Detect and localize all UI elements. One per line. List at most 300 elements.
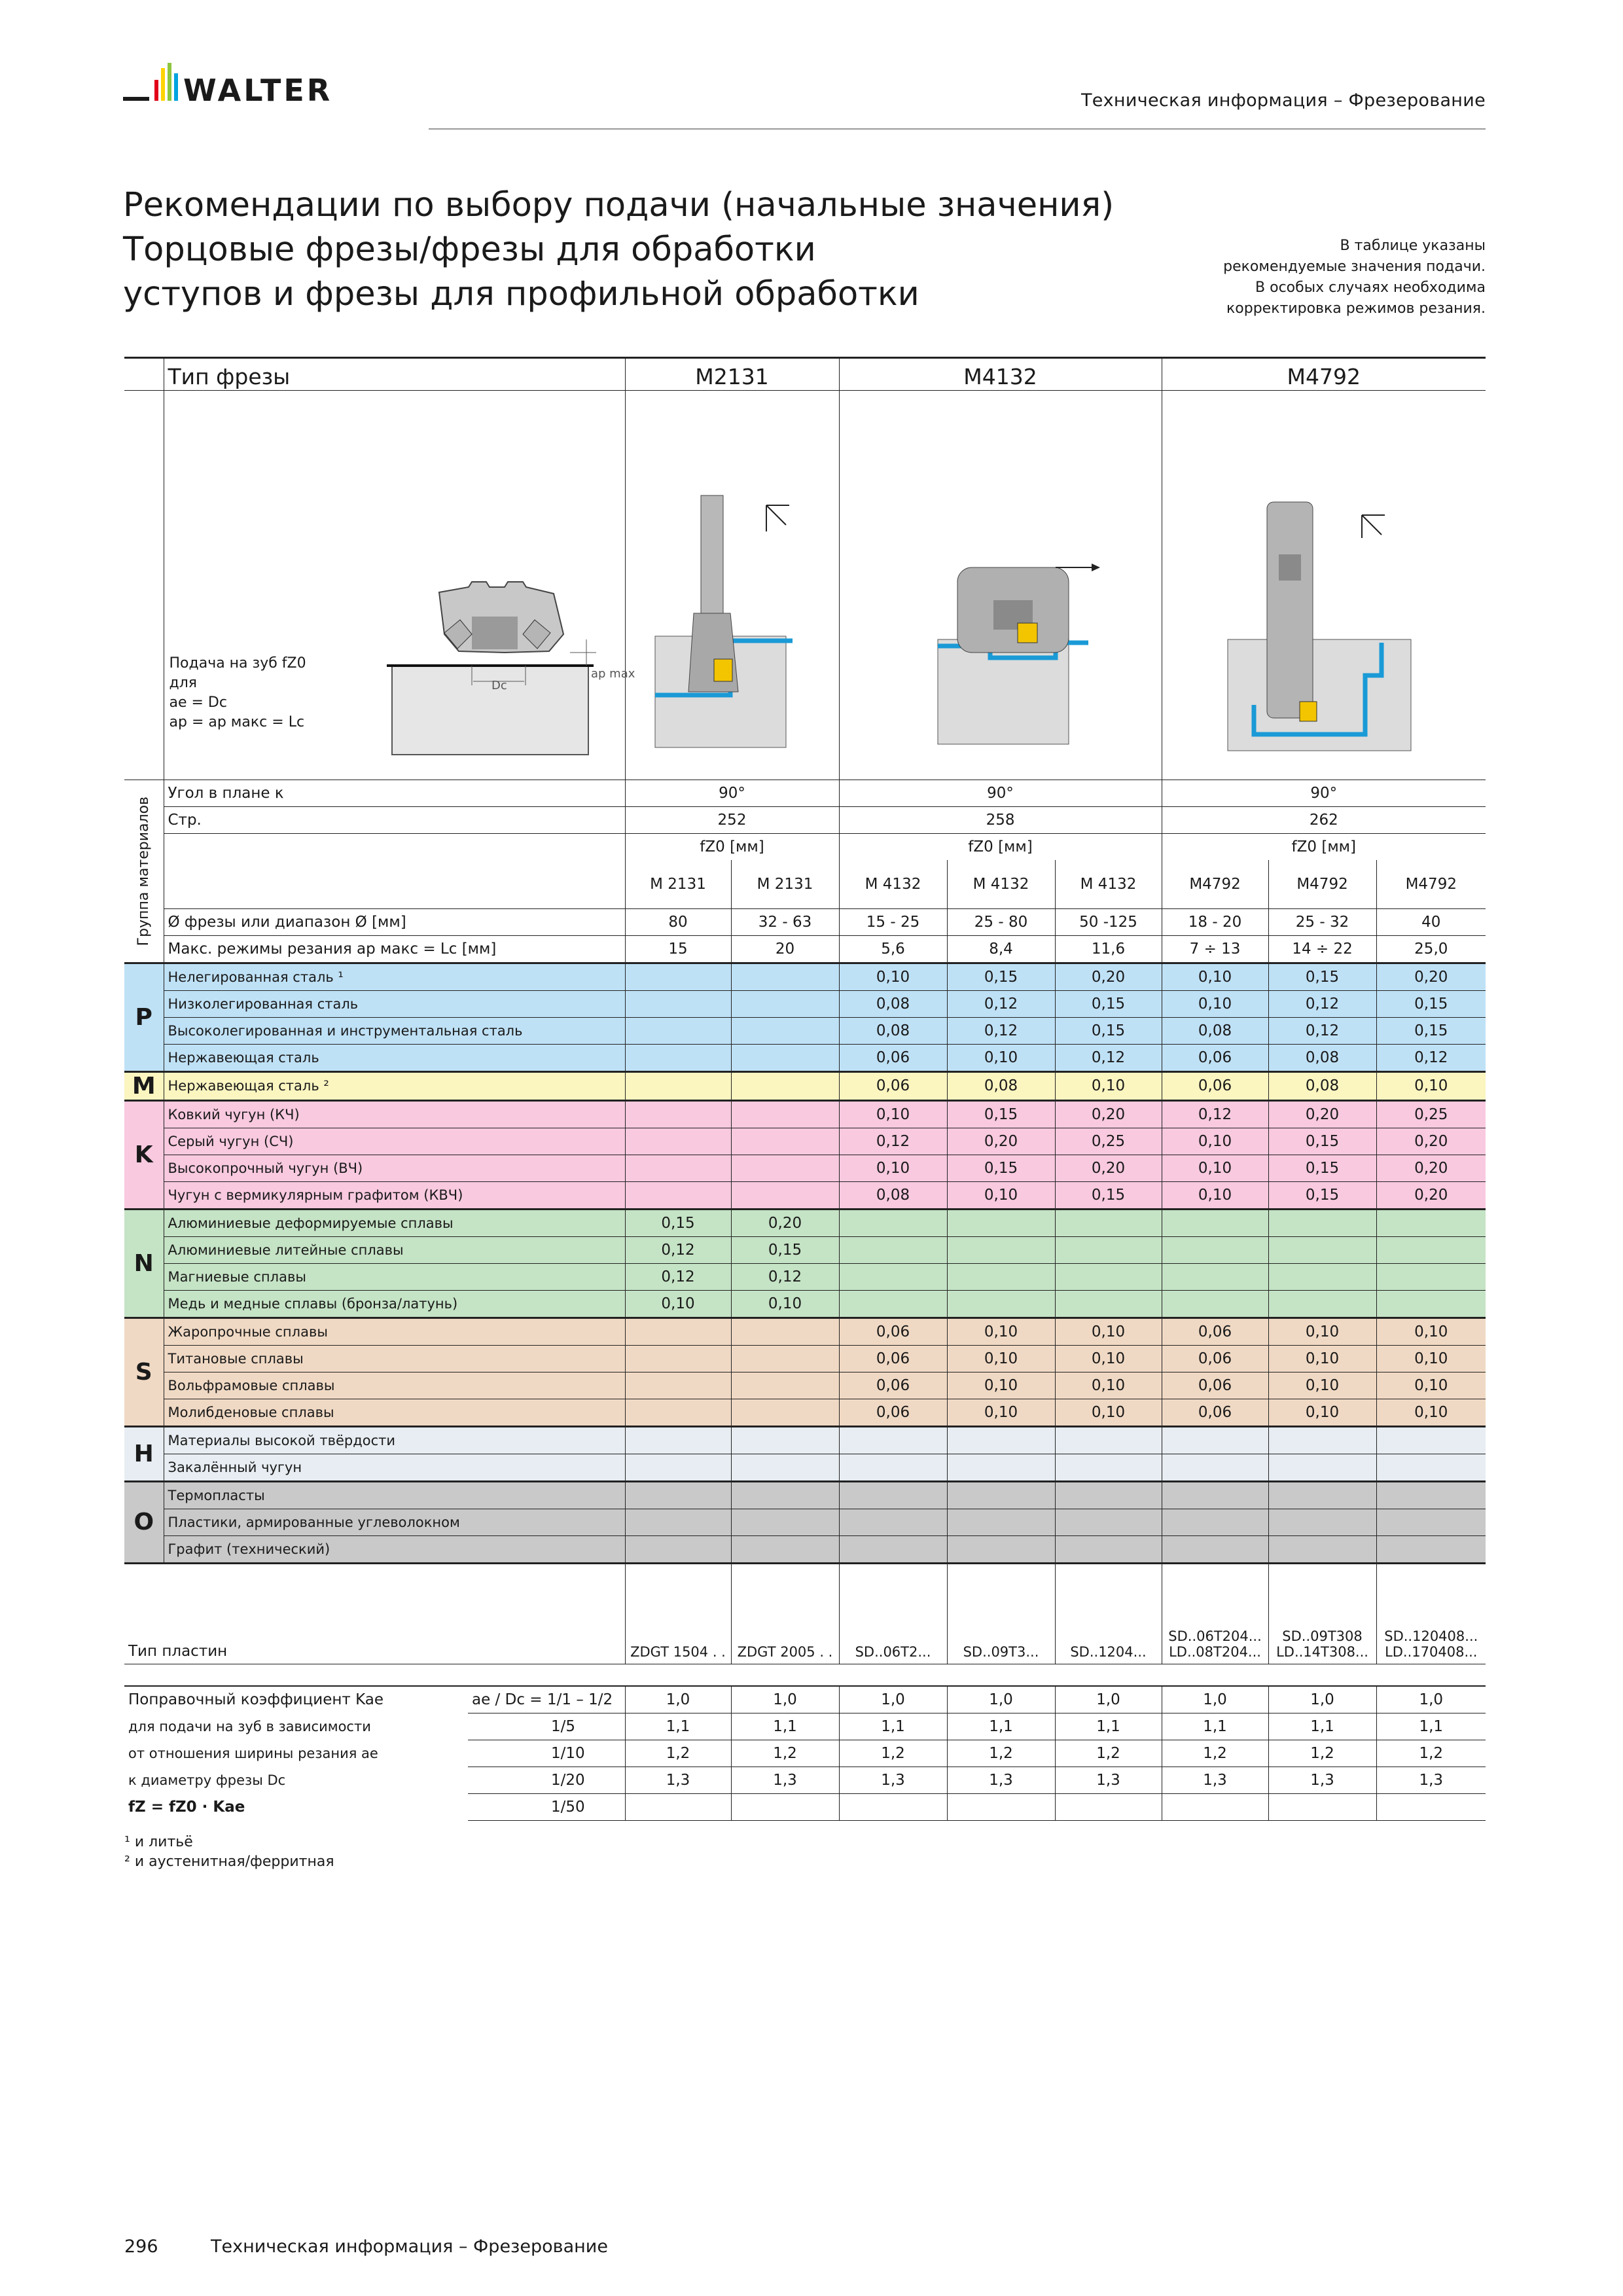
- feed-value: [1162, 1481, 1268, 1509]
- cutter-type-label: Тип фрезы: [164, 358, 625, 391]
- insert-code: SD..120408...: [1384, 1628, 1478, 1644]
- feed-value: 0,10: [1376, 1318, 1486, 1345]
- m4792-illustration-cell: [1162, 391, 1486, 780]
- feed-value: [947, 1509, 1055, 1535]
- correction-value: 1,3: [839, 1767, 947, 1794]
- feed-value: [1162, 1509, 1268, 1535]
- material-name: Высоколегированная и инструментальная сталь: [164, 1017, 625, 1044]
- feed-value: 0,12: [839, 1128, 947, 1155]
- feed-value: [731, 1535, 839, 1563]
- material-name: Высокопрочный чугун (ВЧ): [164, 1155, 625, 1181]
- correction-value: 1,2: [839, 1740, 947, 1767]
- feed-value: 0,06: [1162, 1071, 1268, 1100]
- feed-value: [1376, 1236, 1486, 1263]
- material-name: Молибденовые сплавы: [164, 1399, 625, 1426]
- ratio-value: 1/20: [468, 1767, 625, 1794]
- max-cut-value: 11,6: [1055, 935, 1162, 963]
- page-number: 296: [124, 2236, 158, 2257]
- feed-value: [625, 963, 731, 990]
- m4132-illustration-cell: [839, 391, 1162, 780]
- m4132-illustration: [840, 391, 1162, 776]
- correction-value: [1162, 1794, 1268, 1821]
- subcol-header: M 2131: [625, 860, 731, 908]
- feed-value: [625, 1044, 731, 1071]
- insert-type: [1268, 1563, 1376, 1664]
- feed-value: [625, 990, 731, 1017]
- feed-value: [731, 1481, 839, 1509]
- correction-value: 1,0: [947, 1686, 1055, 1713]
- feed-value: [731, 1017, 839, 1044]
- feed-value: [625, 1318, 731, 1345]
- feed-value: [625, 1181, 731, 1209]
- feed-value: [947, 1290, 1055, 1318]
- feed-value: 0,20: [1055, 963, 1162, 990]
- max-cut-value: 5,6: [839, 935, 947, 963]
- feed-value: [1268, 1236, 1376, 1263]
- correction-value: 1,0: [1055, 1686, 1162, 1713]
- max-cut-value: 15: [625, 935, 731, 963]
- feed-value: 0,20: [947, 1128, 1055, 1155]
- feed-value: 0,10: [947, 1345, 1055, 1372]
- material-name: Титановые сплавы: [164, 1345, 625, 1372]
- feed-value: 0,06: [839, 1399, 947, 1426]
- insert-code: LD..08T204...: [1169, 1643, 1261, 1660]
- feed-value: [1376, 1509, 1486, 1535]
- feed-value: [625, 1372, 731, 1399]
- material-name: Закалённый чугун: [164, 1454, 625, 1481]
- fz-header-m4792: fZ0 [мм]: [1162, 834, 1486, 861]
- feed-value: 0,15: [625, 1209, 731, 1236]
- feed-value: 0,06: [839, 1345, 947, 1372]
- material-name: Жаропрочные сплавы: [164, 1318, 625, 1345]
- feed-value: [731, 1128, 839, 1155]
- angle-m4792: 90°: [1162, 780, 1486, 807]
- correction-value: 1,0: [839, 1686, 947, 1713]
- material-row: [124, 1509, 1486, 1535]
- feed-value: [1376, 1209, 1486, 1236]
- feed-value: 0,12: [1162, 1100, 1268, 1128]
- feed-value: [1055, 1236, 1162, 1263]
- feed-value: [947, 1535, 1055, 1563]
- material-row: [124, 1426, 1486, 1454]
- feed-value: 0,15: [1055, 1017, 1162, 1044]
- fz-header-m4132: fZ0 [мм]: [839, 834, 1162, 861]
- correction-value: 1,2: [1376, 1740, 1486, 1767]
- correction-value: 1,0: [731, 1686, 839, 1713]
- feed-value: 0,20: [1268, 1100, 1376, 1128]
- feed-value: 0,15: [947, 1155, 1055, 1181]
- subcol-header: M 2131: [731, 860, 839, 908]
- feed-value: [1268, 1263, 1376, 1290]
- footnotes: ¹ и литьё ² и аустенитная/ферритная: [124, 1834, 334, 1870]
- correction-table: [124, 1685, 1486, 1821]
- feed-value: 0,20: [1055, 1100, 1162, 1128]
- correction-value: 1,3: [1268, 1767, 1376, 1794]
- feed-value: [1376, 1426, 1486, 1454]
- feed-value: 0,10: [1376, 1071, 1486, 1100]
- feed-value: [839, 1535, 947, 1563]
- feed-value: [731, 1100, 839, 1128]
- feed-value: [1376, 1535, 1486, 1563]
- feed-value: 0,15: [947, 1100, 1055, 1128]
- feed-value: [1055, 1263, 1162, 1290]
- feed-value: 0,20: [1376, 963, 1486, 990]
- material-name: Нержавеющая сталь ²: [164, 1071, 625, 1100]
- correction-value: 1,3: [1162, 1767, 1268, 1794]
- correction-row: [124, 1713, 1486, 1740]
- diameter-value: 80: [625, 908, 731, 935]
- feed-value: 0,10: [1055, 1399, 1162, 1426]
- feed-value: 0,10: [1055, 1071, 1162, 1100]
- feed-value: 0,12: [625, 1236, 731, 1263]
- header-title: Техническая информация – Фрезерование: [1080, 90, 1486, 111]
- insert-code: SD..06T204...: [1168, 1628, 1262, 1644]
- feed-value: [625, 1017, 731, 1044]
- feed-value: 0,06: [839, 1044, 947, 1071]
- material-row: [124, 1181, 1486, 1209]
- feed-value: [1376, 1290, 1486, 1318]
- feed-value: 0,15: [731, 1236, 839, 1263]
- feed-value: [1268, 1209, 1376, 1236]
- insert-code: SD..06T2...: [855, 1643, 931, 1660]
- ratio-prefix: ae / Dc =: [472, 1691, 543, 1708]
- diameter-value: 25 - 80: [947, 908, 1055, 935]
- correction-desc: от отношения ширины резания ae: [128, 1746, 378, 1761]
- feed-value: [625, 1399, 731, 1426]
- feed-value: [839, 1236, 947, 1263]
- feed-table: [124, 357, 1486, 1664]
- feed-value: 0,25: [1055, 1128, 1162, 1155]
- schematic-cell: [164, 391, 635, 780]
- feed-value: 0,08: [1162, 1017, 1268, 1044]
- feed-value: [839, 1263, 947, 1290]
- correction-desc: fZ = fZ0 · Kae: [128, 1799, 245, 1816]
- correction-value: 1,2: [1162, 1740, 1268, 1767]
- feed-value: 0,12: [1268, 1017, 1376, 1044]
- feed-value: 0,10: [947, 1399, 1055, 1426]
- correction-desc: для подачи на зуб в зависимости: [128, 1719, 371, 1734]
- feed-value: 0,20: [1376, 1128, 1486, 1155]
- material-row: [124, 1209, 1486, 1236]
- correction-row: [124, 1794, 1486, 1821]
- material-name: Нержавеющая сталь: [164, 1044, 625, 1071]
- insert-type: [1376, 1563, 1486, 1664]
- material-group-letter: S: [124, 1318, 164, 1426]
- material-row: [124, 963, 1486, 990]
- feed-value: [947, 1426, 1055, 1454]
- feed-value: 0,12: [947, 1017, 1055, 1044]
- correction-value: 1,1: [1055, 1713, 1162, 1740]
- material-group-letter: P: [124, 963, 164, 1071]
- material-row: [124, 990, 1486, 1017]
- feed-value: [1055, 1535, 1162, 1563]
- feed-value: [625, 1100, 731, 1128]
- feed-value: [839, 1481, 947, 1509]
- feed-value: [1268, 1454, 1376, 1481]
- correction-value: [625, 1794, 731, 1821]
- insert-type-label: Тип пластин: [124, 1563, 625, 1664]
- feed-value: [1162, 1426, 1268, 1454]
- insert-type: [625, 1563, 731, 1664]
- feed-value: 0,10: [1055, 1318, 1162, 1345]
- subcol-header: M4792: [1376, 860, 1486, 908]
- feed-value: [1055, 1290, 1162, 1318]
- feed-value: 0,15: [1268, 1181, 1376, 1209]
- ratio-value: 1/50: [468, 1794, 625, 1821]
- m2131-illustration-cell: [625, 391, 839, 780]
- diameter-value: 40: [1376, 908, 1486, 935]
- correction-value: 1,0: [625, 1686, 731, 1713]
- feed-value: 0,10: [1055, 1345, 1162, 1372]
- feed-value: 0,12: [1268, 990, 1376, 1017]
- feed-value: 0,10: [1162, 990, 1268, 1017]
- feed-value: 0,10: [1162, 1128, 1268, 1155]
- subcol-header: M 4132: [947, 860, 1055, 908]
- header-rule: [429, 128, 1486, 130]
- feed-value: [1162, 1535, 1268, 1563]
- feed-value: [731, 1426, 839, 1454]
- feed-value: 0,10: [947, 1372, 1055, 1399]
- feed-value: [947, 1481, 1055, 1509]
- material-name: Алюминиевые деформируемые сплавы: [164, 1209, 625, 1236]
- feed-value: [1376, 1481, 1486, 1509]
- material-group-letter: K: [124, 1100, 164, 1209]
- correction-value: 1,3: [625, 1767, 731, 1794]
- feed-value: 0,08: [1268, 1044, 1376, 1071]
- material-name: Алюминиевые литейные сплавы: [164, 1236, 625, 1263]
- feed-value: [1268, 1509, 1376, 1535]
- feed-value: 0,06: [1162, 1318, 1268, 1345]
- feed-value: 0,08: [1268, 1071, 1376, 1100]
- page-m2131: 252: [625, 807, 839, 834]
- model-m4792: M4792: [1162, 358, 1486, 391]
- insert-code: LD..14T308...: [1276, 1643, 1368, 1660]
- feed-value: 0,12: [625, 1263, 731, 1290]
- correction-value: [1055, 1794, 1162, 1821]
- correction-row: [124, 1686, 1486, 1713]
- feed-value: 0,12: [947, 990, 1055, 1017]
- dc-dimension: Dc: [491, 679, 507, 692]
- feed-value: 0,10: [947, 1181, 1055, 1209]
- feed-value: 0,20: [1055, 1155, 1162, 1181]
- feed-value: [839, 1426, 947, 1454]
- material-name: Медь и медные сплавы (бронза/латунь): [164, 1290, 625, 1318]
- feed-value: [1268, 1290, 1376, 1318]
- material-row: [124, 1100, 1486, 1128]
- m2131-illustration: [626, 391, 840, 776]
- ratio-value: 1/5: [468, 1713, 625, 1740]
- correction-value: 1,1: [839, 1713, 947, 1740]
- subcol-header: M 4132: [839, 860, 947, 908]
- feed-value: 0,15: [1268, 1155, 1376, 1181]
- feed-value: 0,10: [1268, 1372, 1376, 1399]
- material-name: Серый чугун (СЧ): [164, 1128, 625, 1155]
- material-row: [124, 1017, 1486, 1044]
- material-row: [124, 1044, 1486, 1071]
- material-row: [124, 1345, 1486, 1372]
- feed-value: [1162, 1454, 1268, 1481]
- feed-value: [1376, 1263, 1486, 1290]
- feed-value: [1268, 1426, 1376, 1454]
- material-group-letter: N: [124, 1209, 164, 1318]
- correction-value: 1,1: [1376, 1713, 1486, 1740]
- insert-type: [1055, 1563, 1162, 1664]
- brand-name: WALTER: [183, 73, 333, 108]
- feed-value: [731, 1318, 839, 1345]
- feed-value: 0,06: [1162, 1372, 1268, 1399]
- material-name: Ковкий чугун (КЧ): [164, 1100, 625, 1128]
- material-group-axis: Группа материалов: [124, 780, 164, 963]
- material-group-letter: M: [124, 1071, 164, 1100]
- feed-value: [839, 1454, 947, 1481]
- feed-value: 0,06: [1162, 1044, 1268, 1071]
- material-row: [124, 1454, 1486, 1481]
- max-cut-value: 14 ÷ 22: [1268, 935, 1376, 963]
- max-cut-value: 20: [731, 935, 839, 963]
- feed-value: 0,10: [731, 1290, 839, 1318]
- feed-value: [731, 1345, 839, 1372]
- feed-value: [625, 1128, 731, 1155]
- correction-value: 1,1: [625, 1713, 731, 1740]
- feed-definition: Подача на зуб fZ0 для ae = Dc ap = ap макс = Lc: [169, 655, 306, 730]
- material-row: [124, 1071, 1486, 1100]
- feed-value: [947, 1263, 1055, 1290]
- feed-value: [1055, 1481, 1162, 1509]
- correction-desc: к диаметру фрезы Dc: [128, 1772, 286, 1788]
- diameter-value: 32 - 63: [731, 908, 839, 935]
- feed-value: [1162, 1236, 1268, 1263]
- feed-value: 0,10: [1268, 1345, 1376, 1372]
- model-m2131: M2131: [625, 358, 839, 391]
- feed-value: [1376, 1454, 1486, 1481]
- material-name: Графит (технический): [164, 1535, 625, 1563]
- feed-value: 0,08: [947, 1071, 1055, 1100]
- feed-value: [839, 1290, 947, 1318]
- diameter-label: Ø фрезы или диапазон Ø [мм]: [164, 908, 625, 935]
- material-row: [124, 1399, 1486, 1426]
- feed-value: 0,10: [1162, 1181, 1268, 1209]
- correction-value: 1,1: [731, 1713, 839, 1740]
- feed-value: 0,20: [1376, 1155, 1486, 1181]
- feed-value: [839, 1509, 947, 1535]
- correction-value: 1,3: [1055, 1767, 1162, 1794]
- correction-value: 1,0: [1162, 1686, 1268, 1713]
- insert-code: SD..09T3...: [963, 1643, 1039, 1660]
- feed-value: 0,10: [947, 1318, 1055, 1345]
- ap-max-dimension: ap max: [590, 667, 635, 681]
- subcol-header: M4792: [1162, 860, 1268, 908]
- feed-value: 0,08: [839, 990, 947, 1017]
- feed-value: 0,15: [1376, 990, 1486, 1017]
- insert-code: ZDGT 2005 . .: [737, 1643, 833, 1660]
- material-row: [124, 1481, 1486, 1509]
- feed-value: 0,10: [839, 963, 947, 990]
- material-name: Магниевые сплавы: [164, 1263, 625, 1290]
- feed-value: 0,15: [1376, 1017, 1486, 1044]
- feed-value: 0,15: [947, 963, 1055, 990]
- correction-value: 1,3: [947, 1767, 1055, 1794]
- model-m4132: M4132: [839, 358, 1162, 391]
- feed-value: 0,10: [839, 1155, 947, 1181]
- material-group-letter: H: [124, 1426, 164, 1481]
- max-cut-value: 25,0: [1376, 935, 1486, 963]
- feed-value: [839, 1209, 947, 1236]
- material-row: [124, 1263, 1486, 1290]
- feed-value: 0,08: [839, 1181, 947, 1209]
- feed-value: 0,10: [1268, 1318, 1376, 1345]
- feed-value: 0,08: [839, 1017, 947, 1044]
- note: В таблице указаны рекомендуемые значения подачи. В особых случаях необходима корректировка режимов резания.: [1223, 238, 1486, 317]
- feed-value: 0,10: [947, 1044, 1055, 1071]
- correction-value: [731, 1794, 839, 1821]
- material-row: [124, 1128, 1486, 1155]
- feed-value: 0,10: [1376, 1372, 1486, 1399]
- feed-value: 0,20: [1376, 1181, 1486, 1209]
- feed-value: 0,15: [1055, 1181, 1162, 1209]
- correction-value: 1,2: [1055, 1740, 1162, 1767]
- ratio-value: 1/10: [468, 1740, 625, 1767]
- page-m4132: 258: [839, 807, 1162, 834]
- correction-value: 1,0: [1376, 1686, 1486, 1713]
- insert-type: [947, 1563, 1055, 1664]
- feed-value: [731, 1071, 839, 1100]
- feed-value: 0,12: [731, 1263, 839, 1290]
- correction-value: 1,0: [1268, 1686, 1376, 1713]
- feed-value: [1055, 1426, 1162, 1454]
- correction-value: 1,2: [731, 1740, 839, 1767]
- ratio-value: 1/1 – 1/2: [547, 1691, 613, 1708]
- subcol-header: M 4132: [1055, 860, 1162, 908]
- feed-value: [625, 1345, 731, 1372]
- correction-value: 1,3: [1376, 1767, 1486, 1794]
- angle-m4132: 90°: [839, 780, 1162, 807]
- feed-value: 0,15: [1268, 963, 1376, 990]
- page-m4792: 262: [1162, 807, 1486, 834]
- feed-value: [1268, 1481, 1376, 1509]
- correction-value: 1,2: [947, 1740, 1055, 1767]
- material-row: [124, 1372, 1486, 1399]
- correction-row: [124, 1767, 1486, 1794]
- feed-value: [1268, 1535, 1376, 1563]
- ratio-label: [468, 1686, 625, 1713]
- feed-value: [947, 1209, 1055, 1236]
- feed-value: [1162, 1209, 1268, 1236]
- correction-row: [124, 1740, 1486, 1767]
- feed-value: 0,06: [839, 1318, 947, 1345]
- correction-value: [947, 1794, 1055, 1821]
- insert-type: [839, 1563, 947, 1664]
- feed-value: 0,06: [839, 1372, 947, 1399]
- feed-value: [1162, 1263, 1268, 1290]
- insert-row: [124, 1563, 1486, 1664]
- feed-value: [731, 963, 839, 990]
- feed-value: [1162, 1290, 1268, 1318]
- correction-value: 1,2: [1268, 1740, 1376, 1767]
- feed-value: [731, 1372, 839, 1399]
- material-name: Вольфрамовые сплавы: [164, 1372, 625, 1399]
- material-name: Нелегированная сталь ¹: [164, 963, 625, 990]
- feed-value: [1055, 1454, 1162, 1481]
- material-name: Термопласты: [164, 1481, 625, 1509]
- diameter-value: 50 -125: [1055, 908, 1162, 935]
- max-cut-value: 7 ÷ 13: [1162, 935, 1268, 963]
- correction-value: 1,1: [1162, 1713, 1268, 1740]
- feed-value: 0,10: [1162, 963, 1268, 990]
- feed-value: [731, 1399, 839, 1426]
- feed-value: [947, 1236, 1055, 1263]
- feed-value: 0,10: [1162, 1155, 1268, 1181]
- feed-value: 0,06: [839, 1071, 947, 1100]
